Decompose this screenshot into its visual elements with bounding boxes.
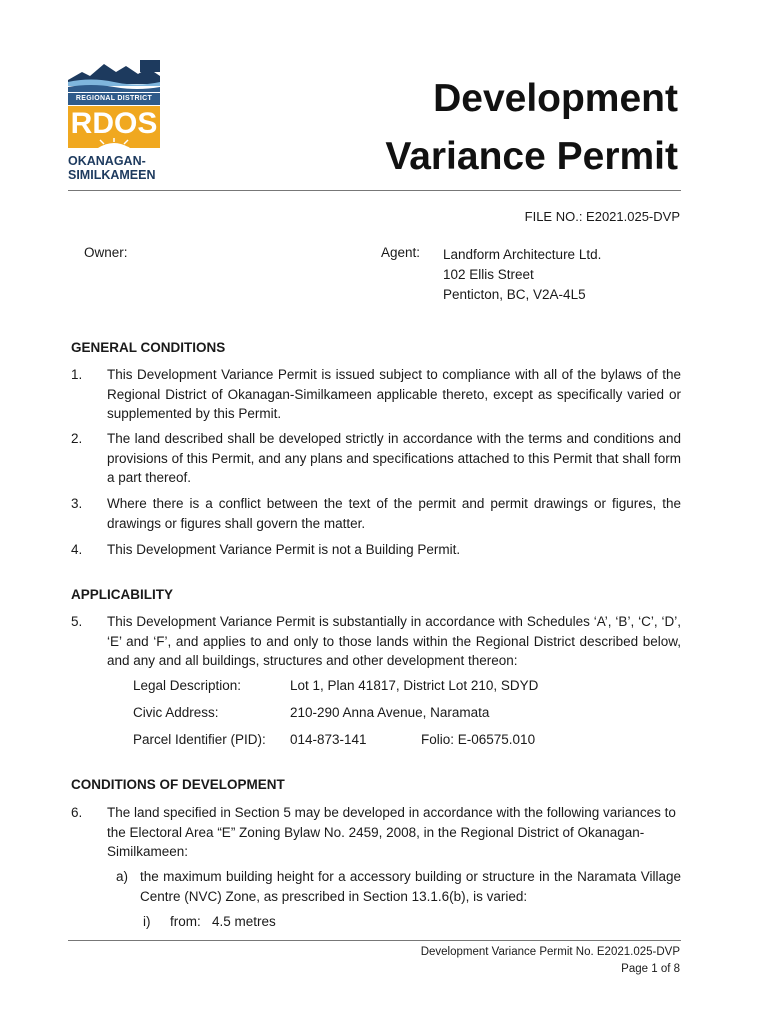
item-number: 3.	[71, 496, 83, 511]
logo-band-text: REGIONAL DISTRICT	[68, 93, 160, 105]
item-number: 5.	[71, 614, 83, 629]
sub-item-i-label: i)	[143, 914, 151, 929]
footer-page-number: Page 1 of 8	[621, 963, 680, 975]
header-divider	[68, 190, 681, 191]
owner-label: Owner:	[84, 245, 128, 260]
agent-name: Landform Architecture Ltd.	[443, 247, 602, 262]
title-line2: Variance Permit	[385, 135, 678, 178]
agent-city: Penticton, BC, V2A-4L5	[443, 287, 586, 302]
pid-value: 014-873-141	[290, 732, 367, 747]
applicability-item-5	[71, 612, 681, 671]
logo-acronym	[68, 106, 160, 148]
footer-divider	[68, 940, 681, 941]
agent-street: 102 Ellis Street	[443, 267, 534, 282]
rdos-logo	[68, 58, 160, 188]
applicability-heading: APPLICABILITY	[71, 587, 174, 602]
item-number: 4.	[71, 542, 83, 557]
folio-value: Folio: E-06575.010	[421, 732, 536, 747]
condition-item-4	[71, 540, 681, 560]
item-text: The land described shall be developed strictly in accordance with the terms and conditions and provisions of this Permit, and any plans and specifications attached to this Permit that shall form a part thereof.	[107, 431, 681, 485]
legal-description-row	[133, 678, 539, 693]
civic-address-row	[133, 705, 490, 720]
item-text: This Development Variance Permit is substantially in accordance with Schedules ‘A’, ‘B’, ‘C’, ‘D’, ‘E’ and ‘F’, and applies to and only to those lands within the Regional District described below, and any and all buildings, structures and other development thereon:	[107, 614, 681, 668]
condition-item-3	[71, 494, 681, 533]
item-text: This Development Variance Permit is not a Building Permit.	[107, 542, 461, 557]
item-number: 6.	[71, 805, 83, 820]
conditions-of-development-heading: CONDITIONS OF DEVELOPMENT	[71, 777, 285, 792]
page-footer	[421, 944, 680, 978]
mountain-lake-icon	[68, 58, 160, 92]
footer-permit-number: Development Variance Permit No. E2021.025-DVP	[420, 946, 680, 958]
item-number: 1.	[71, 367, 83, 382]
sun-icon	[68, 138, 160, 148]
development-item-6	[71, 803, 681, 862]
legal-description-value: Lot 1, Plan 41817, District Lot 210, SDYD	[290, 678, 539, 693]
page-title	[385, 70, 678, 186]
item-text: Where there is a conflict between the text of the permit and permit drawings or figures, the drawings or figures shall govern the matter.	[107, 496, 681, 531]
item-text: This Development Variance Permit is issued subject to compliance with all of the bylaws of the Regional District of Okanagan-Similkameen applicable thereto, except as specifically varied or supplemented by this Permit.	[107, 367, 681, 421]
agent-label: Agent:	[381, 245, 421, 260]
general-conditions-heading: GENERAL CONDITIONS	[71, 340, 226, 355]
pid-label: Parcel Identifier (PID):	[133, 732, 266, 747]
item-text: The land specified in Section 5 may be developed in accordance with the following variances to the Electoral Area “E” Zoning Bylaw No. 2459, 2008, in the Regional District of Okanagan-Similkameen:	[107, 805, 676, 859]
logo-name-line1: OKANAGAN-	[68, 154, 146, 168]
civic-address-label: Civic Address:	[133, 705, 219, 720]
item-number: 2.	[71, 431, 83, 446]
condition-item-1	[71, 365, 681, 424]
sub-item-a-text: the maximum building height for a accessory building or structure in the Naramata Village Centre (NVC) Zone, as prescribed in Section 13.1.6(b), is varied:	[140, 869, 681, 904]
agent-address	[443, 245, 601, 305]
logo-name-line2: SIMILKAMEEN	[68, 168, 156, 182]
condition-item-2	[71, 429, 681, 488]
sub-item-a-label: a)	[116, 869, 129, 884]
sub-item-i-text: from: 4.5 metres	[170, 914, 276, 929]
pid-row	[133, 732, 536, 747]
legal-description-label: Legal Description:	[133, 678, 242, 693]
civic-address-value: 210-290 Anna Avenue, Naramata	[290, 705, 490, 720]
file-number: FILE NO.: E2021.025-DVP	[524, 209, 680, 224]
logo-acronym-text: RDOS	[70, 107, 158, 140]
logo-name	[68, 154, 160, 182]
title-line1: Development	[433, 77, 678, 120]
